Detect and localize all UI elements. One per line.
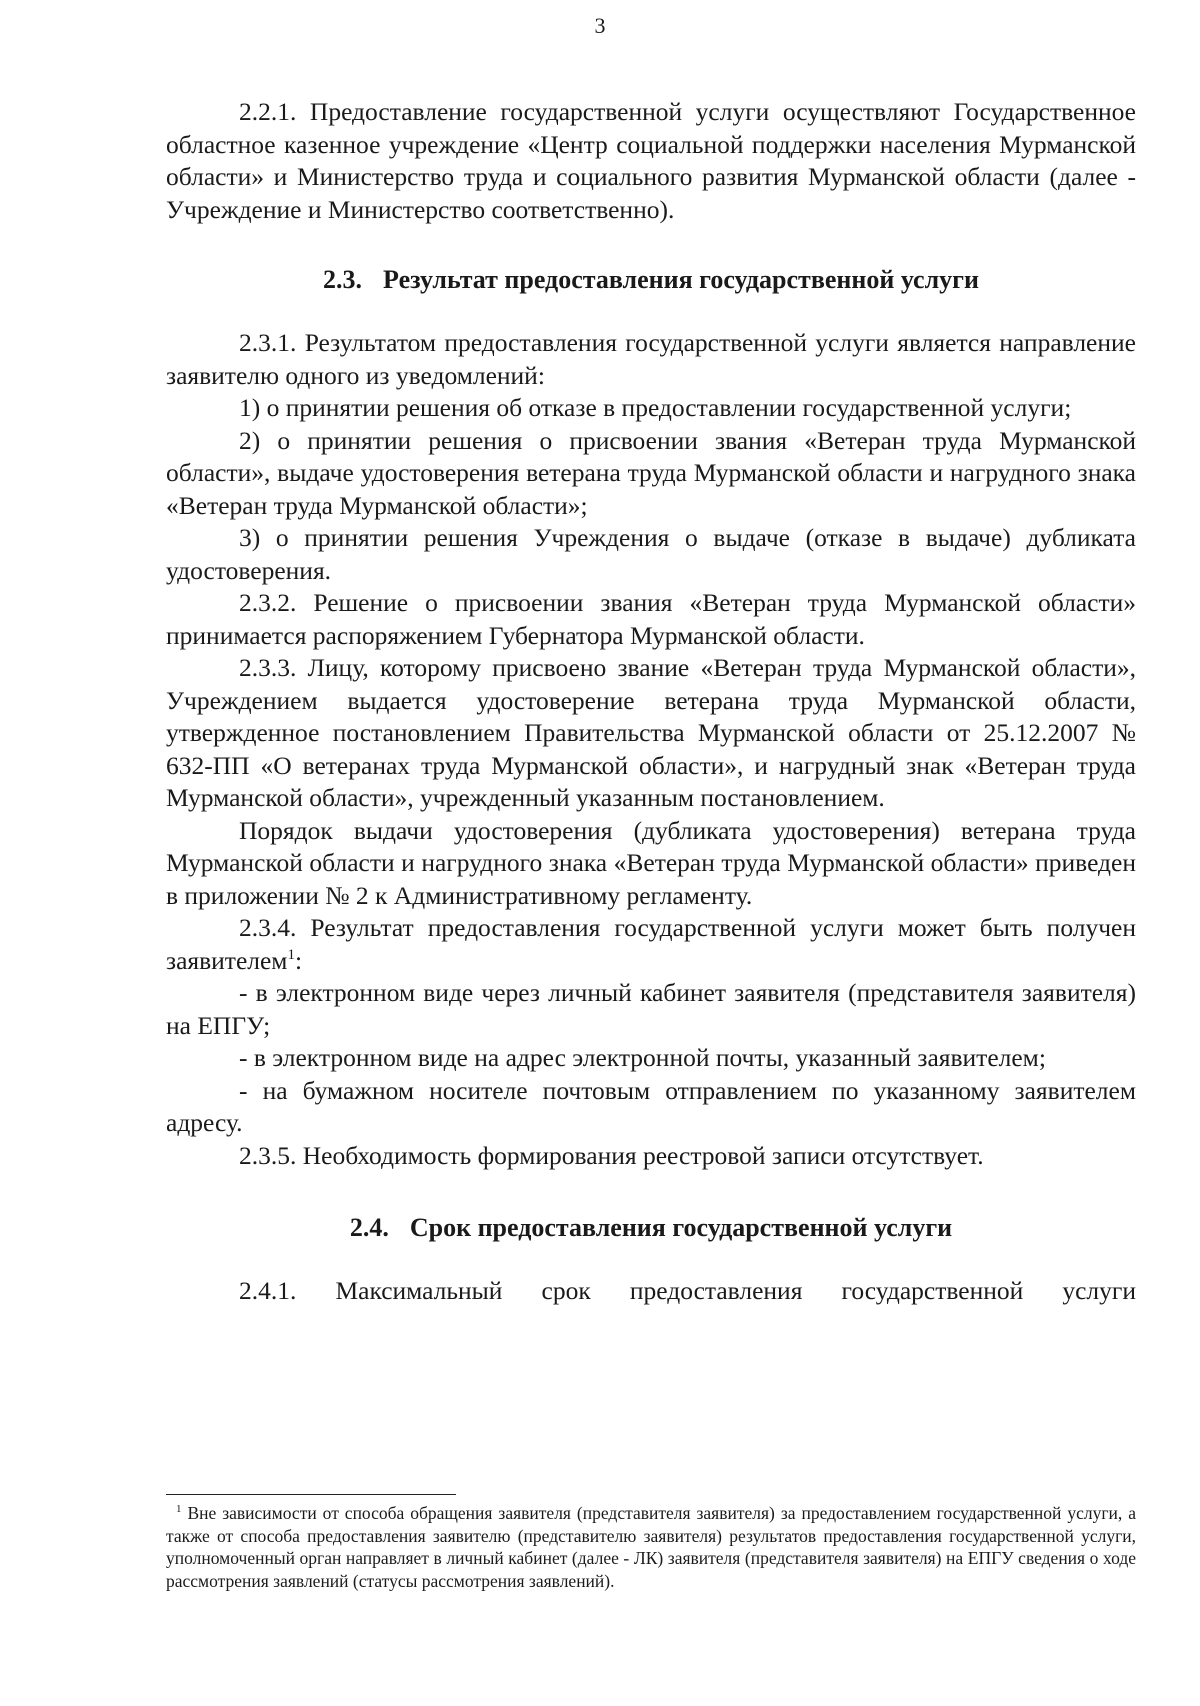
list-item-3: 3) о принятии решения Учреждения о выдаче (отказе в выдаче) дубликата удостоверения.: [166, 523, 1136, 585]
section-number: 2.3.: [323, 265, 363, 294]
section-number: 2.4.: [349, 1213, 389, 1242]
list-item-1: 1) о принятии решения об отказе в предоставлении государственной услуги;: [239, 393, 1072, 422]
paragraph-2-3-4-text: 2.3.4. Результат предоставления государственной услуги может быть получен заявителем: [166, 913, 1136, 975]
paragraph-2-4-1: 2.4.1. Максимальный срок предоставления государственной услуги: [239, 1276, 1136, 1305]
dash-item-1: - в электронном виде через личный кабинет заявителя (представителя заявителя) на ЕПГУ;: [166, 978, 1136, 1040]
section-title: Результат предоставления государственной услуги: [383, 265, 979, 294]
footnote-reference: 1: [287, 946, 295, 963]
dash-item-2: - в электронном виде на адрес электронной почты, указанный заявителем;: [239, 1043, 1046, 1072]
paragraph-2-2-1: 2.2.1. Предоставление государственной услуги осуществляют Государственное областное казенное учреждение «Центр социальной поддержки населения Мурманской области» и Министерство труда и социального развития Мурманской области (далее - Учреждение и Министерство соответственно).: [166, 97, 1136, 224]
paragraph-order: Порядок выдачи удостоверения (дубликата удостоверения) ветерана труда Мурманской области и нагрудного знака «Ветеран труда Мурманской области» приведен в приложении № 2 к Административному регламенту.: [166, 815, 1136, 910]
paragraph-2-3-1: 2.3.1. Результатом предоставления государственной услуги является направление заявителю одного из уведомлений:: [166, 328, 1136, 390]
document-body: [166, 96, 1136, 1308]
section-heading-2-3: [166, 264, 1136, 296]
dash-item-3: - на бумажном носителе почтовым отправлением по указанному заявителем адресу.: [166, 1075, 1136, 1137]
paragraph-2-3-2: 2.3.2. Решение о присвоении звания «Ветеран труда Мурманской области» принимается распоряжением Губернатора Мурманской области.: [166, 588, 1136, 650]
list-item-2: 2) о принятии решения о присвоении звания «Ветеран труда Мурманской области», выдаче удостоверения ветерана труда Мурманской области и нагрудного знака «Ветеран труда Мурманской области»;: [166, 425, 1136, 520]
section-title: Срок предоставления государственной услуги: [409, 1213, 953, 1242]
paragraph-2-3-3: 2.3.3. Лицу, которому присвоено звание «Ветеран труда Мурманской области», Учреждением выдается удостоверение ветерана труда Мурманской области, утвержденное постановлением Правительства Мурманской области от 25.12.2007 № 632-ПП «О ветеранах труда Мурманской области», и нагрудный знак «Ветеран труда Мурманской области», учрежденный указанным постановлением.: [166, 653, 1136, 812]
paragraph-2-3-4-end: :: [294, 945, 303, 975]
footnote: [166, 1502, 1136, 1592]
footnote-text: Вне зависимости от способа обращения заявителя (представителя заявителя) за предоставлением государственной услуги, а также от способа предоставления заявителю (представителю заявителя) результатов предоставления государственной услуги, уполномоченный орган направляет в личный кабинет (далее - ЛК) заявителя (представителя заявителя) на ЕПГУ сведения о ходе рассмотрения заявлений (статусы рассмотрения заявлений).: [166, 1503, 1137, 1591]
section-heading-2-4: [166, 1212, 1136, 1244]
footnote-separator: [166, 1494, 456, 1495]
paragraph-2-3-4: [166, 912, 1136, 977]
page-number: 3: [594, 13, 606, 38]
footnote-marker: 1: [176, 1503, 182, 1515]
paragraph-2-3-5: 2.3.5. Необходимость формирования реестровой записи отсутствует.: [239, 1140, 984, 1170]
